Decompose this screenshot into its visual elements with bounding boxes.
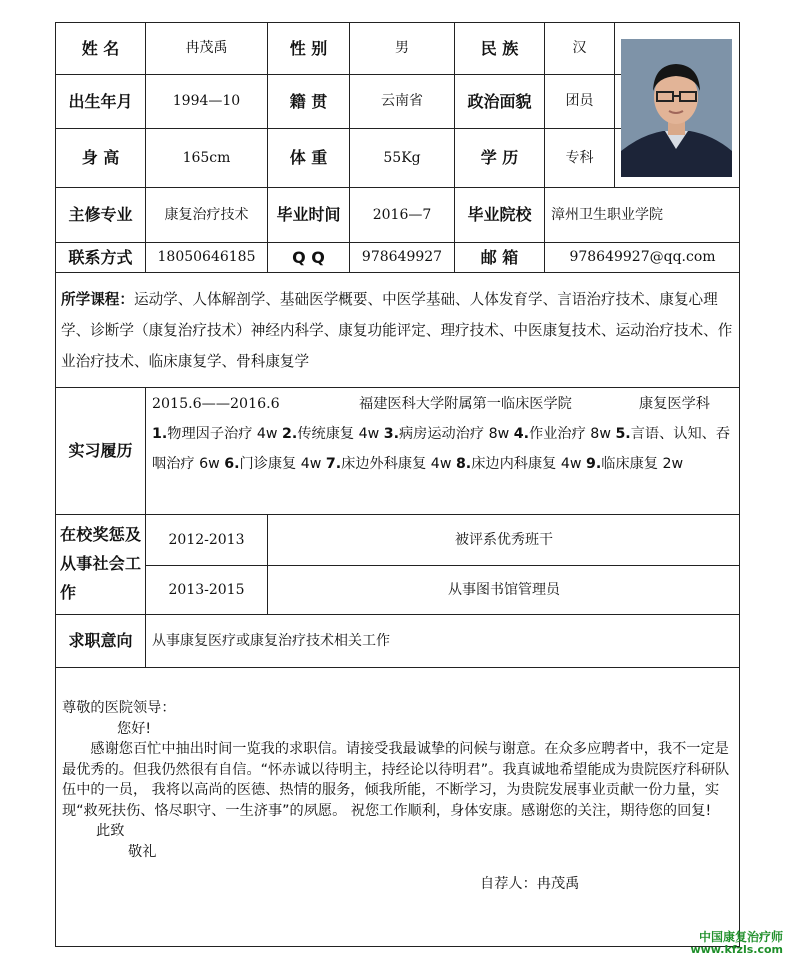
rotation-item [384,426,514,442]
school-value: 漳州卫生职业学院 [551,206,663,223]
major-label: 主修专业 [68,205,133,225]
applicant-photo [621,39,732,177]
letter-body: 感谢您百忙中抽出时间一览我的求职信。请接受我最诚挚的问候与谢意。在众多应聘者中，我不一定是最优秀的。但我仍然很有自信。“怀赤诚以待明主，持经论以待明君”。我真诚地希望能成为贵院医疗科研队伍中的一员， 我将以高尚的医德、热情的服务，倾我所能，不断学习，为贵院发展事业贡献一份力量，实现“救死扶伤、恪尽职守、一生济事”的夙愿。 祝您工作顺利，身体安康。感谢您的关注，期待您的回复! [62,741,730,819]
internship-hospital: 福建医科大学附属第一临床医学院 [359,396,572,412]
watermark-title: 中国康复治疗师 [698,930,783,944]
contact-label: 联系方式 [68,247,133,267]
grad-time-label: 毕业时间 [276,205,341,225]
weight-value: 55Kg [383,149,421,166]
gender-label: 性 别 [289,38,328,58]
rotation-text: 病房运动治疗 8w [398,426,514,442]
internship-label: 实习履历 [68,441,133,461]
rotation-text: 门诊康复 4w [239,456,326,472]
rotation-number: 6. [224,456,240,472]
award-desc-1: 被评系优秀班干 [455,531,553,548]
political-label: 政治面貌 [467,91,532,111]
school-label: 毕业院校 [467,205,532,225]
rotation-text: 物理因子治疗 4w [167,426,283,442]
ethnicity-value: 汉 [572,40,587,57]
height-label: 身 高 [81,148,120,168]
qq-label: Q Q [292,247,325,267]
rotation-number: 2. [282,426,298,442]
rotation-text: 传统康复 4w [297,426,384,442]
email-value: 978649927@qq.com [569,249,716,266]
award-period-2: 2013-2015 [168,581,245,598]
native-value: 云南省 [381,93,423,110]
political-value: 团员 [565,93,594,110]
internship-header [152,390,736,419]
qq-value: 978649927 [361,249,443,266]
divider [55,387,740,388]
rotation-item [152,426,282,442]
rotation-item [282,426,384,442]
rotation-number: 4. [513,426,530,442]
height-value: 165cm [182,149,231,166]
name-value: 冉茂禹 [185,40,228,57]
divider [55,667,740,668]
internship-period: 2015.6——2016.6 [152,396,280,412]
birth-label: 出生年月 [68,91,133,111]
courses-label: 所学课程： [61,291,134,308]
award-period-1: 2012-2013 [168,531,245,548]
award-desc-2: 从事图书馆管理员 [448,581,560,598]
rotation-number: 5. [615,426,631,442]
cover-letter [62,698,734,895]
rotation-number: 3. [383,426,399,442]
ethnicity-label: 民 族 [480,38,519,58]
education-label: 学 历 [480,148,519,168]
divider [55,272,740,273]
courses-section [61,284,736,377]
letter-greeting: 您好! [117,720,152,737]
gender-value: 男 [395,40,409,57]
divider [614,22,615,187]
rotation-item [326,456,456,472]
contact-value: 18050646185 [157,249,256,266]
rotation-text: 床边内科康复 4w [471,456,586,472]
letter-closing-1: 此致 [96,823,125,839]
name-label: 姓 名 [81,38,120,58]
major-value: 康复治疗技术 [164,206,249,223]
rotation-text: 临床康复 2w [601,456,684,472]
rotation-item [514,426,616,442]
rotation-item [456,456,586,472]
rotation-text: 床边外科康复 4w [341,456,456,472]
portrait-image [621,39,732,177]
native-label: 籍 贯 [289,91,328,111]
education-value: 专科 [565,149,594,166]
email-label: 邮 箱 [480,247,519,267]
rotation-number: 9. [585,456,602,472]
courses-text: 运动学、人体解剖学、基础医学概要、中医学基础、人体发育学、言语治疗技术、康复心理学、诊断学（康复治疗技术）神经内科学、康复功能评定、理疗技术、中医康复技术、运动治疗技术、作业治疗技术、临床康复学、骨科康复学 [61,291,733,370]
intent-value: 从事康复医疗或康复治疗技术相关工作 [152,632,390,649]
rotation-text: 言语、认知、吞咽治疗 6w [152,426,731,472]
rotation-text: 作业治疗 8w [529,426,616,442]
watermark-url: www.kfzls.com [690,943,783,956]
internship-dept: 康复医学科 [639,396,710,412]
rotation-list [152,419,736,479]
rotation-item [586,456,683,472]
letter-salutation: 尊敬的医院领导： [62,700,176,716]
rotation-number: 8. [455,456,472,472]
grad-time-value: 2016—7 [372,206,432,223]
awards-label: 在校奖惩及从事社会工作 [60,525,141,602]
birth-value: 1994—10 [172,93,241,110]
rotation-number: 1. [152,426,168,442]
internship-content [152,390,736,479]
letter-closing-2: 敬礼 [128,843,157,860]
rotation-item [224,456,326,472]
weight-label: 体 重 [289,148,328,168]
intent-label: 求职意向 [68,631,133,651]
letter-signature: 自荐人：冉茂禹 [480,876,580,892]
rotation-number: 7. [325,456,342,472]
